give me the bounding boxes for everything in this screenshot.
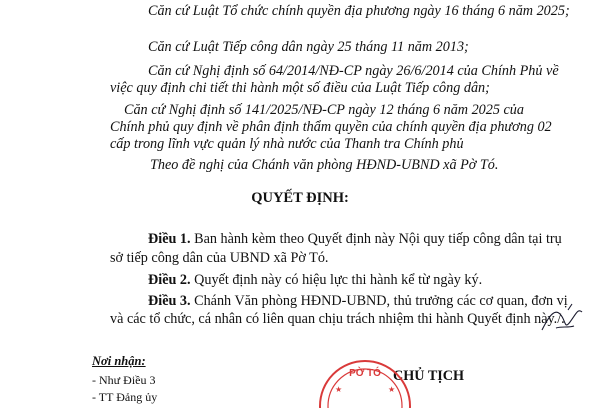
article-1-line1: [148, 230, 562, 248]
article-1-label: Điều 1.: [148, 231, 191, 247]
svg-text:★: ★: [335, 385, 343, 394]
svg-text:★: ★: [388, 385, 396, 394]
article-1-line2: sở tiếp công dân của UBND xã Pờ Tó.: [110, 250, 329, 266]
article-3-label: Điều 3.: [148, 293, 191, 309]
article-3-text: Chánh Văn phòng HĐND-UBND, thủ trưởng các cơ quan, đơn vị: [190, 293, 568, 309]
legal-basis-4-line3: cấp trong lĩnh vực quản lý nhà nước của Thanh tra Chính phủ: [110, 136, 464, 152]
article-2-text: Quyết định này có hiệu lực thi hành kể từ ngày ký.: [190, 272, 483, 288]
legal-basis-3-line2: việc quy định chi tiết thi hành một số điều của Luật Tiếp công dân;: [110, 80, 490, 96]
article-3-line2: và các tổ chức, cá nhân có liên quan chịu trách nhiệm thi hành Quyết định này./.: [110, 311, 565, 327]
recipient-item: - TT Đảng ủy: [92, 390, 158, 404]
recipients-label: Nơi nhận:: [92, 354, 146, 368]
signature-scribble: [538, 300, 586, 340]
seal-text: PỜ TÓ: [349, 368, 381, 379]
article-1-text: Ban hành kèm theo Quyết định này Nội quy tiếp công dân tại trụ: [190, 231, 562, 247]
official-seal: [315, 358, 415, 408]
legal-basis-2: Căn cứ Luật Tiếp công dân ngày 25 tháng 11 năm 2013;: [148, 39, 469, 55]
article-2: [148, 271, 482, 289]
legal-basis-3-line1: Căn cứ Nghị định số 64/2014/NĐ-CP ngày 26/6/2014 của Chính Phủ về: [148, 63, 559, 79]
signer-title: CHỦ TỊCH: [393, 368, 465, 384]
article-3-line1: [148, 292, 568, 310]
decision-title: QUYẾT ĐỊNH:: [251, 190, 349, 206]
legal-basis-4-line1: Căn cứ Nghị định số 141/2025/NĐ-CP ngày 12 tháng 6 năm 2025 của: [124, 102, 524, 118]
legal-basis-4-line2: Chính phủ quy định về phân định thẩm quyền của chính quyền địa phương 02: [110, 119, 552, 135]
legal-basis-1: Căn cứ Luật Tổ chức chính quyền địa phương ngày 16 tháng 6 năm 2025;: [148, 3, 570, 19]
recipient-item: - Như Điều 3: [92, 373, 156, 387]
proposal-line: Theo đề nghị của Chánh văn phòng HĐND-UBND xã Pờ Tó.: [150, 157, 499, 173]
article-2-label: Điều 2.: [148, 272, 191, 288]
